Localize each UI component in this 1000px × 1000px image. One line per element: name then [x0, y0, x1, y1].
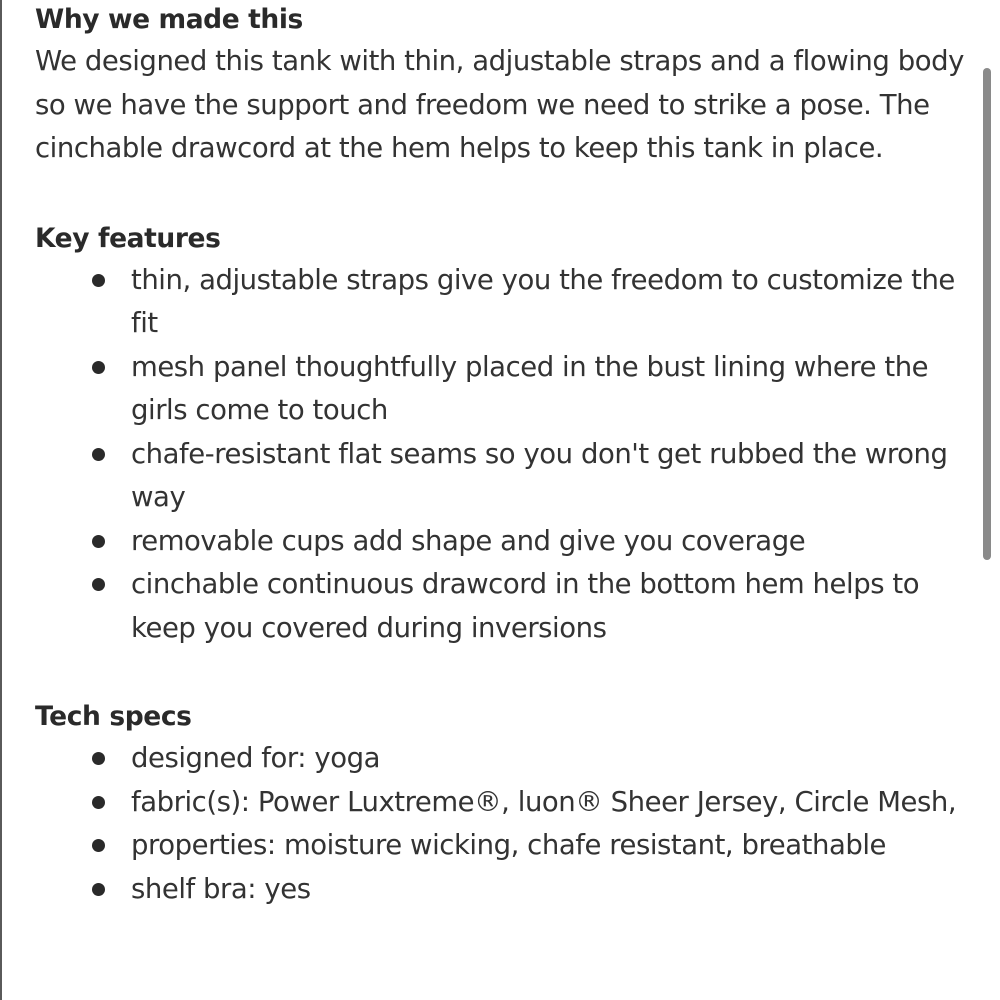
bullet-icon [92, 361, 105, 374]
bullet-icon [92, 578, 105, 591]
list-item [35, 737, 971, 781]
tech-specs-section [35, 697, 970, 911]
list-item [35, 824, 971, 868]
list-item [35, 868, 971, 912]
list-item-text: thin, adjustable straps give you the freedom to customize the fit [131, 263, 955, 339]
list-item-text: cinchable continuous drawcord in the bottom hem helps to keep you covered during inversions [131, 568, 920, 644]
list-item-text: mesh panel thoughtfully placed in the bust lining where the girls come to touch [131, 350, 929, 426]
list-item [35, 563, 971, 650]
list-item-text: chafe-resistant flat seams so you don't get rubbed the wrong way [131, 437, 948, 513]
list-item-text: shelf bra: yes [131, 872, 311, 905]
bullet-icon [92, 535, 105, 548]
list-item [35, 781, 971, 825]
key-features-section [35, 219, 970, 651]
list-item [35, 346, 971, 433]
why-we-made-this-section [35, 0, 970, 171]
why-body-text: We designed this tank with thin, adjustable straps and a flowing body so we have the support and freedom we need to strike a pose. The cinchable drawcord at the hem helps to keep this tank in place. [35, 45, 964, 164]
list-item [35, 259, 971, 346]
list-item-text: properties: moisture wicking, chafe resistant, breathable [131, 829, 887, 861]
scrollbar[interactable] [983, 68, 991, 560]
tech-specs-heading: Tech specs [35, 701, 192, 732]
list-item-text: removable cups add shape and give you coverage [131, 524, 806, 557]
list-item [35, 520, 971, 564]
bullet-icon [92, 448, 105, 461]
bullet-icon [92, 796, 105, 809]
key-features-heading: Key features [35, 222, 221, 254]
bullet-icon [92, 752, 105, 765]
list-item-text: fabric(s): Power Luxtreme®, luon® Sheer Jersey, Circle Mesh, [131, 785, 957, 818]
product-description [35, 0, 970, 911]
scrollbar-thumb[interactable] [983, 68, 991, 560]
bullet-icon [92, 883, 105, 896]
key-features-list [35, 259, 970, 651]
tech-specs-list [35, 737, 970, 911]
list-item [35, 433, 971, 520]
left-border [0, 0, 2, 1000]
list-item-text: designed for: yoga [131, 742, 380, 774]
why-heading: Why we made this [35, 4, 303, 35]
bullet-icon [92, 274, 105, 287]
bullet-icon [92, 839, 105, 852]
